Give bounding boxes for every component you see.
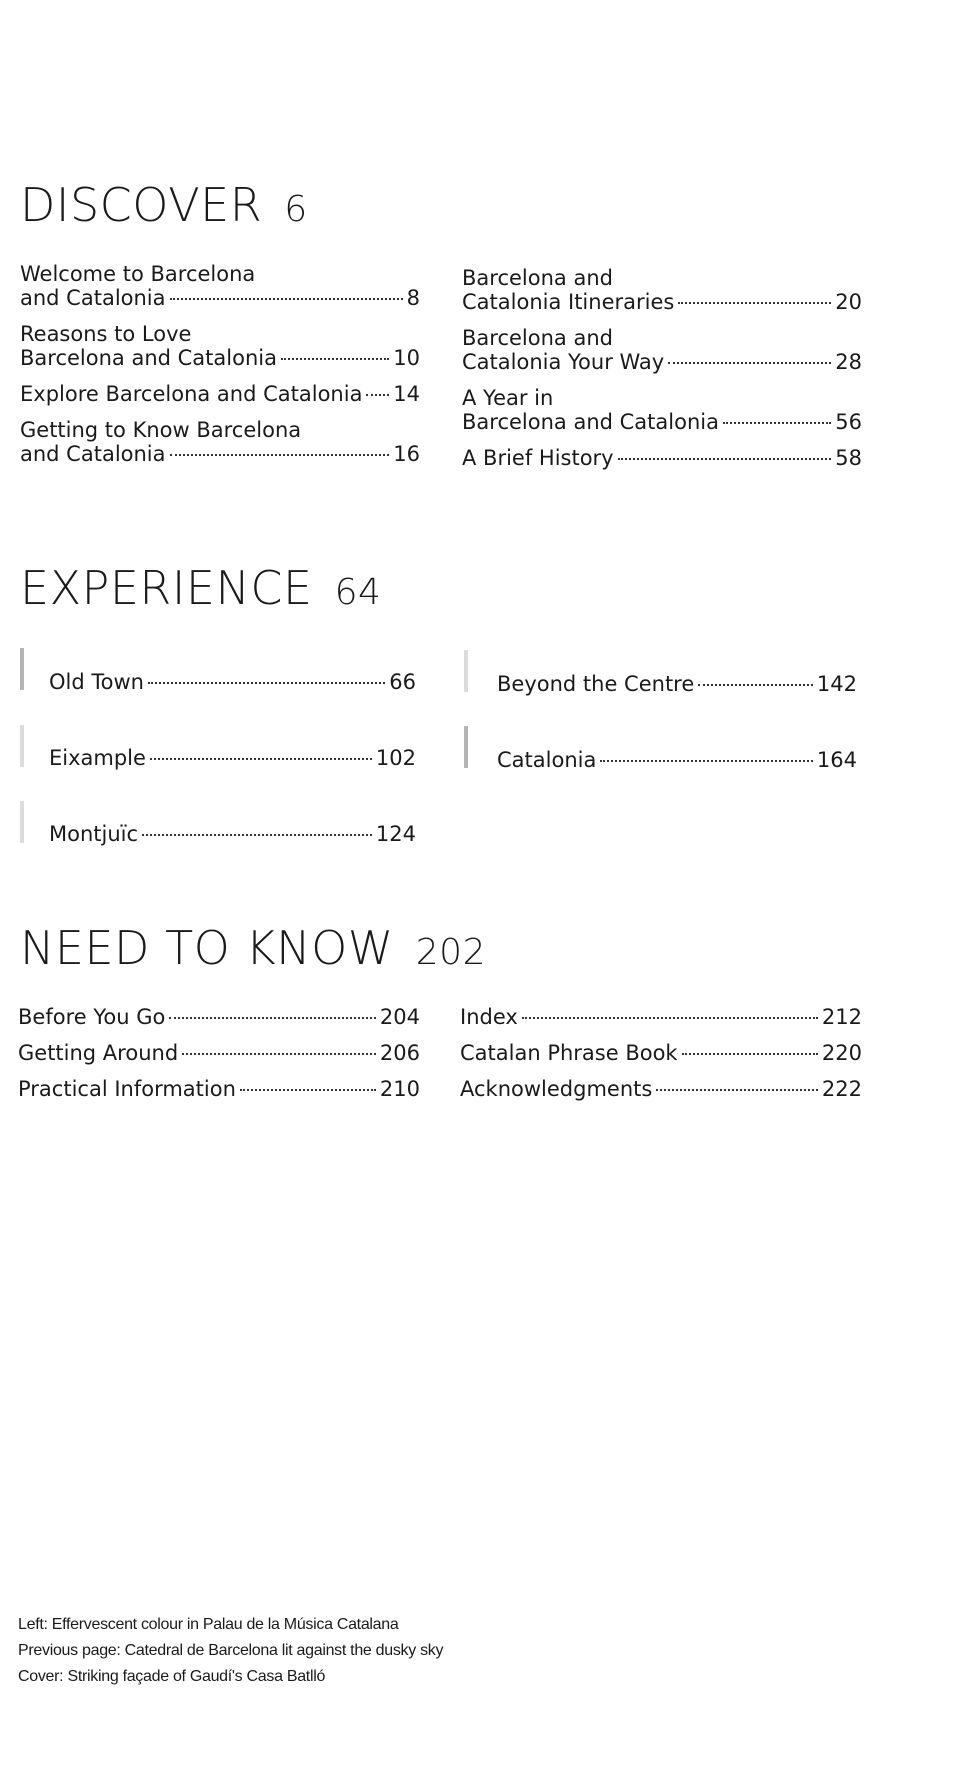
page-number: 142 bbox=[816, 672, 857, 696]
need-to-know-left-column bbox=[18, 1005, 420, 1113]
page-number: 222 bbox=[821, 1077, 862, 1101]
dot-leader bbox=[170, 298, 403, 300]
toc-entry[interactable]: Acknowledgments 222 bbox=[460, 1077, 862, 1101]
page-number: 164 bbox=[816, 748, 857, 772]
section-color-bar bbox=[20, 648, 24, 690]
dot-leader bbox=[723, 422, 831, 424]
section-color-bar bbox=[464, 726, 468, 768]
photo-credits bbox=[18, 1612, 443, 1690]
dot-leader bbox=[170, 454, 390, 456]
credit-line: Previous page: Catedral de Barcelona lit against the dusky sky bbox=[18, 1642, 444, 1659]
toc-entry[interactable]: Before You Go 204 bbox=[18, 1005, 420, 1029]
dot-leader bbox=[281, 358, 389, 360]
page-number: 206 bbox=[379, 1041, 420, 1065]
dot-leader bbox=[142, 834, 372, 836]
dot-leader bbox=[600, 760, 813, 762]
dot-leader bbox=[656, 1089, 818, 1091]
toc-entry[interactable]: Explore Barcelona and Catalonia 14 bbox=[20, 382, 420, 406]
page-number: 66 bbox=[389, 670, 416, 694]
toc-entry[interactable]: Index 212 bbox=[460, 1005, 862, 1029]
toc-entry[interactable]: Welcome to Barcelona and Catalonia 8 bbox=[20, 262, 420, 310]
toc-entry[interactable]: Catalan Phrase Book 220 bbox=[460, 1041, 862, 1065]
experience-title: EXPERIENCE bbox=[20, 561, 313, 615]
discover-heading bbox=[20, 178, 308, 232]
page-number: 10 bbox=[393, 346, 420, 370]
discover-right-column bbox=[462, 266, 862, 482]
section-color-bar bbox=[20, 801, 24, 843]
need-to-know-page: 202 bbox=[415, 932, 486, 973]
section-color-bar bbox=[20, 725, 24, 767]
page-number: 58 bbox=[835, 446, 862, 470]
dot-leader bbox=[682, 1053, 818, 1055]
page-number: 212 bbox=[821, 1005, 862, 1029]
toc-entry[interactable]: A Brief History 58 bbox=[462, 446, 862, 470]
page-number: 220 bbox=[821, 1041, 862, 1065]
page-number: 20 bbox=[835, 290, 862, 314]
section-color-bar bbox=[464, 650, 468, 692]
dot-leader bbox=[366, 394, 389, 396]
page-number: 210 bbox=[379, 1077, 420, 1101]
toc-entry[interactable]: Practical Information 210 bbox=[18, 1077, 420, 1101]
toc-entry[interactable]: Getting to Know Barcelona and Catalonia 16 bbox=[20, 418, 420, 466]
credit-line: Left: Effervescent colour in Palau de la Música Catalana bbox=[18, 1616, 399, 1633]
toc-entry[interactable]: Barcelona and Catalonia Itineraries 20 bbox=[462, 266, 862, 314]
need-to-know-right-column bbox=[460, 1005, 862, 1113]
page-number: 14 bbox=[393, 382, 420, 406]
toc-entry[interactable]: A Year in Barcelona and Catalonia 56 bbox=[462, 386, 862, 434]
dot-leader bbox=[240, 1089, 376, 1091]
dot-leader bbox=[182, 1053, 376, 1055]
toc-entry[interactable]: Getting Around 206 bbox=[18, 1041, 420, 1065]
discover-left-column bbox=[20, 262, 420, 478]
toc-entry[interactable]: Montjuïc 124 bbox=[49, 822, 416, 846]
dot-leader bbox=[148, 682, 385, 684]
dot-leader bbox=[668, 362, 831, 364]
page-number: 204 bbox=[379, 1005, 420, 1029]
dot-leader bbox=[150, 758, 372, 760]
page-number: 16 bbox=[393, 442, 420, 466]
need-to-know-title: NEED TO KNOW bbox=[20, 921, 394, 975]
dot-leader bbox=[698, 684, 813, 686]
page-number: 56 bbox=[835, 410, 862, 434]
toc-entry[interactable]: Catalonia 164 bbox=[497, 748, 857, 772]
page-number: 28 bbox=[835, 350, 862, 374]
toc-entry[interactable]: Old Town 66 bbox=[49, 670, 416, 694]
page-number: 8 bbox=[406, 286, 420, 310]
need-to-know-heading bbox=[20, 921, 486, 975]
toc-entry[interactable]: Beyond the Centre 142 bbox=[497, 672, 857, 696]
dot-leader bbox=[678, 302, 831, 304]
dot-leader bbox=[169, 1017, 376, 1019]
experience-heading bbox=[20, 561, 382, 615]
toc-entry[interactable]: Eixample 102 bbox=[49, 746, 416, 770]
discover-page: 6 bbox=[284, 189, 308, 230]
dot-leader bbox=[522, 1017, 818, 1019]
toc-entry[interactable]: Reasons to Love Barcelona and Catalonia 10 bbox=[20, 322, 420, 370]
discover-title: DISCOVER bbox=[20, 178, 263, 232]
toc-entry[interactable]: Barcelona and Catalonia Your Way 28 bbox=[462, 326, 862, 374]
credit-line: Cover: Striking façade of Gaudí's Casa Batlló bbox=[18, 1668, 326, 1685]
page-number: 102 bbox=[375, 746, 416, 770]
experience-page: 64 bbox=[334, 572, 382, 613]
dot-leader bbox=[618, 458, 832, 460]
page-number: 124 bbox=[375, 822, 416, 846]
